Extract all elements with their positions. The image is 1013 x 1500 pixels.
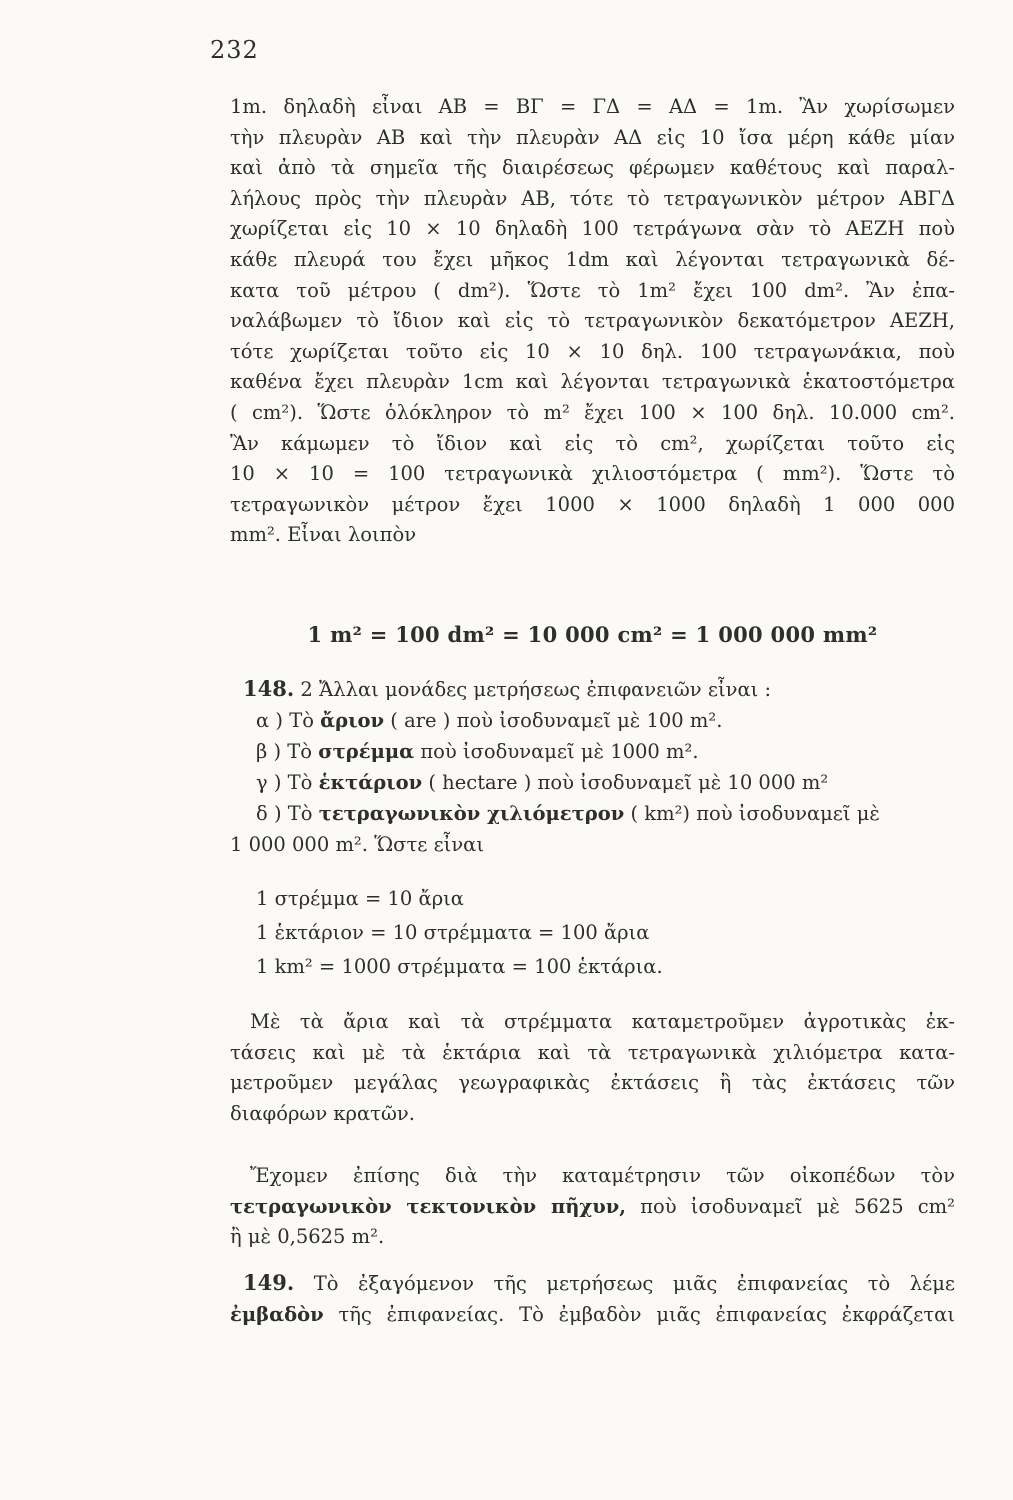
formula-main: 1 m² = 100 dm² = 10 000 cm² = 1 000 000 mm² xyxy=(307,622,878,647)
item-term: ἑκτάριον xyxy=(318,771,423,794)
section-number: 148. xyxy=(243,676,295,701)
item-post: ( hectare ) ποὺ ἰσοδυναμεῖ μὲ 10 000 m² xyxy=(428,771,829,794)
equivalence-line: 1 στρέμμα = 10 ἄρια xyxy=(256,887,464,910)
text-line: λήλους πρὸς τὴν πλευρὰν ΑΒ, τότε τὸ τετραγωνικὸν μέτρον ΑΒΓΔ xyxy=(230,186,955,210)
text-line: ( cm²). Ὥστε ὁλόκληρον τὸ m² ἔχει 100 × 100 δηλ. 10.000 cm². xyxy=(230,400,955,424)
item-letter: α ) xyxy=(256,709,283,732)
item-term: τετραγωνικὸν χιλιόμετρον xyxy=(318,802,625,825)
text-line: χωρίζεται εἰς 10 × 10 δηλαδὴ 100 τετράγωνα σὰν τὸ ΑΕΖΗ ποὺ xyxy=(230,217,955,241)
text-line xyxy=(230,1192,955,1223)
item-pre: Τὸ xyxy=(289,709,314,732)
text-run: Τὸ ἐξαγόμενον τῆς μετρήσεως μιᾶς ἐπιφανείας τὸ λέμε xyxy=(313,1272,956,1295)
text-line: καὶ ἀπὸ τὰ σημεῖα τῆς διαιρέσεως φέρωμεν καθέτους καὶ παραλ- xyxy=(230,156,955,180)
unit-item xyxy=(256,799,956,830)
text-line: τετραγωνικὸν μέτρον ἔχει 1000 × 1000 δηλαδὴ 1 000 000 xyxy=(230,492,955,516)
text-line: Ἔχομεν ἐπίσης διὰ τὴν καταμέτρησιν τῶν οἰκοπέδων τὸν xyxy=(250,1164,955,1187)
text-line: Μὲ τὰ ἄρια καὶ τὰ στρέμματα καταμετροῦμεν ἀγροτικὰς ἐκ- xyxy=(250,1010,955,1033)
item-pre: Τὸ xyxy=(287,740,313,763)
item-term: στρέμμα xyxy=(318,740,415,763)
page-number: 232 xyxy=(210,36,259,64)
section-number: 149. xyxy=(243,1270,295,1295)
text-line: 10 × 10 = 100 τετραγωνικὰ χιλιοστόμετρα ( mm²). Ὥστε τὸ xyxy=(230,462,955,486)
text-line: Ἂν κάμωμεν τὸ ἴδιον καὶ εἰς τὸ cm², χωρίζεται τοῦτο εἰς xyxy=(230,431,955,455)
text-line: ναλάβωμεν τὸ ἴδιον καὶ εἰς τὸ τετραγωνικὸν δεκατόμετρον ΑΕΖΗ, xyxy=(230,309,955,333)
text-line: κατα τοῦ μέτρου ( dm²). Ὥστε τὸ 1m² ἔχει 100 dm². Ἂν ἐπα- xyxy=(230,278,955,302)
term-pechys: τετραγωνικὸν τεκτονικὸν πῆχυν, xyxy=(230,1194,627,1218)
text-line: mm². Εἶναι λοιπὸν xyxy=(230,523,417,547)
text-line: τὴν πλευρὰν ΑΒ καὶ τὴν πλευρὰν ΑΔ εἰς 10 ἴσα μέρη κάθε μίαν xyxy=(230,125,955,149)
unit-item xyxy=(256,706,956,737)
text-line: 1m. δηλαδὴ εἶναι ΑΒ = ΒΓ = ΓΔ = ΑΔ = 1m. Ἂν χωρίσωμεν xyxy=(230,95,955,118)
item-continuation: 1 000 000 m². Ὥστε εἶναι xyxy=(230,833,484,856)
unit-item xyxy=(256,737,956,768)
section-intro: 2 Ἄλλαι μονάδες μετρήσεως ἐπιφανειῶν εἶναι : xyxy=(300,678,772,701)
item-letter: β ) xyxy=(256,740,282,763)
text-line: τάσεις καὶ μὲ τὰ ἑκτάρια καὶ τὰ τετραγωνικὰ χιλιόμετρα κατα- xyxy=(230,1040,955,1064)
text-line: καθένα ἔχει πλευρὰν 1cm καὶ λέγονται τετραγωνικὰ ἑκατοστόμετρα xyxy=(230,370,955,394)
text-line: τότε χωρίζεται τοῦτο εἰς 10 × 10 δηλ. 100 τετραγωνάκια, ποὺ xyxy=(230,339,955,363)
item-post: ποὺ ἰσοδυναμεῖ μὲ 1000 m². xyxy=(420,740,699,763)
text-line: μετροῦμεν μεγάλας γεωγραφικὰς ἐκτάσεις ἢ τὰς ἐκτάσεις τῶν xyxy=(230,1071,955,1095)
item-post: ( km²) ποὺ ἰσοδυναμεῖ μὲ xyxy=(630,802,880,825)
unit-item xyxy=(256,768,956,799)
item-letter: γ ) xyxy=(256,771,282,794)
item-term: ἄριον xyxy=(320,709,385,732)
equivalence-line: 1 km² = 1000 στρέμματα = 100 ἑκτάρια. xyxy=(256,955,663,978)
text-line xyxy=(230,1268,955,1300)
term-emvadon: ἐμβαδὸν xyxy=(230,1302,324,1326)
text-run: ποὺ ἰσοδυναμεῖ μὲ 5625 cm² xyxy=(640,1194,955,1218)
text-line: κάθε πλευρά του ἔχει μῆκος 1dm καὶ λέγονται τετραγωνικὰ δέ- xyxy=(230,247,955,271)
paragraph-uses xyxy=(230,1007,955,1129)
item-pre: Τὸ xyxy=(287,802,313,825)
section-149 xyxy=(230,1268,955,1330)
text-line: διαφόρων κρατῶν. xyxy=(230,1101,415,1125)
paragraph-intro xyxy=(230,92,955,551)
text-line: ἢ μὲ 0,5625 m². xyxy=(230,1225,385,1249)
text-line xyxy=(230,1300,955,1331)
section-148-heading xyxy=(243,674,943,706)
paragraph-pechys xyxy=(230,1161,955,1253)
equivalence-line: 1 ἑκτάριον = 10 στρέμματα = 100 ἄρια xyxy=(256,921,650,944)
text-run: τῆς ἐπιφανείας. Τὸ ἐμβαδὸν μιᾶς ἐπιφανείας ἐκφράζεται xyxy=(338,1302,955,1326)
item-post: ( are ) ποὺ ἰσοδυναμεῖ μὲ 100 m². xyxy=(390,709,723,732)
item-pre: Τὸ xyxy=(287,771,313,794)
item-letter: δ ) xyxy=(256,802,282,825)
